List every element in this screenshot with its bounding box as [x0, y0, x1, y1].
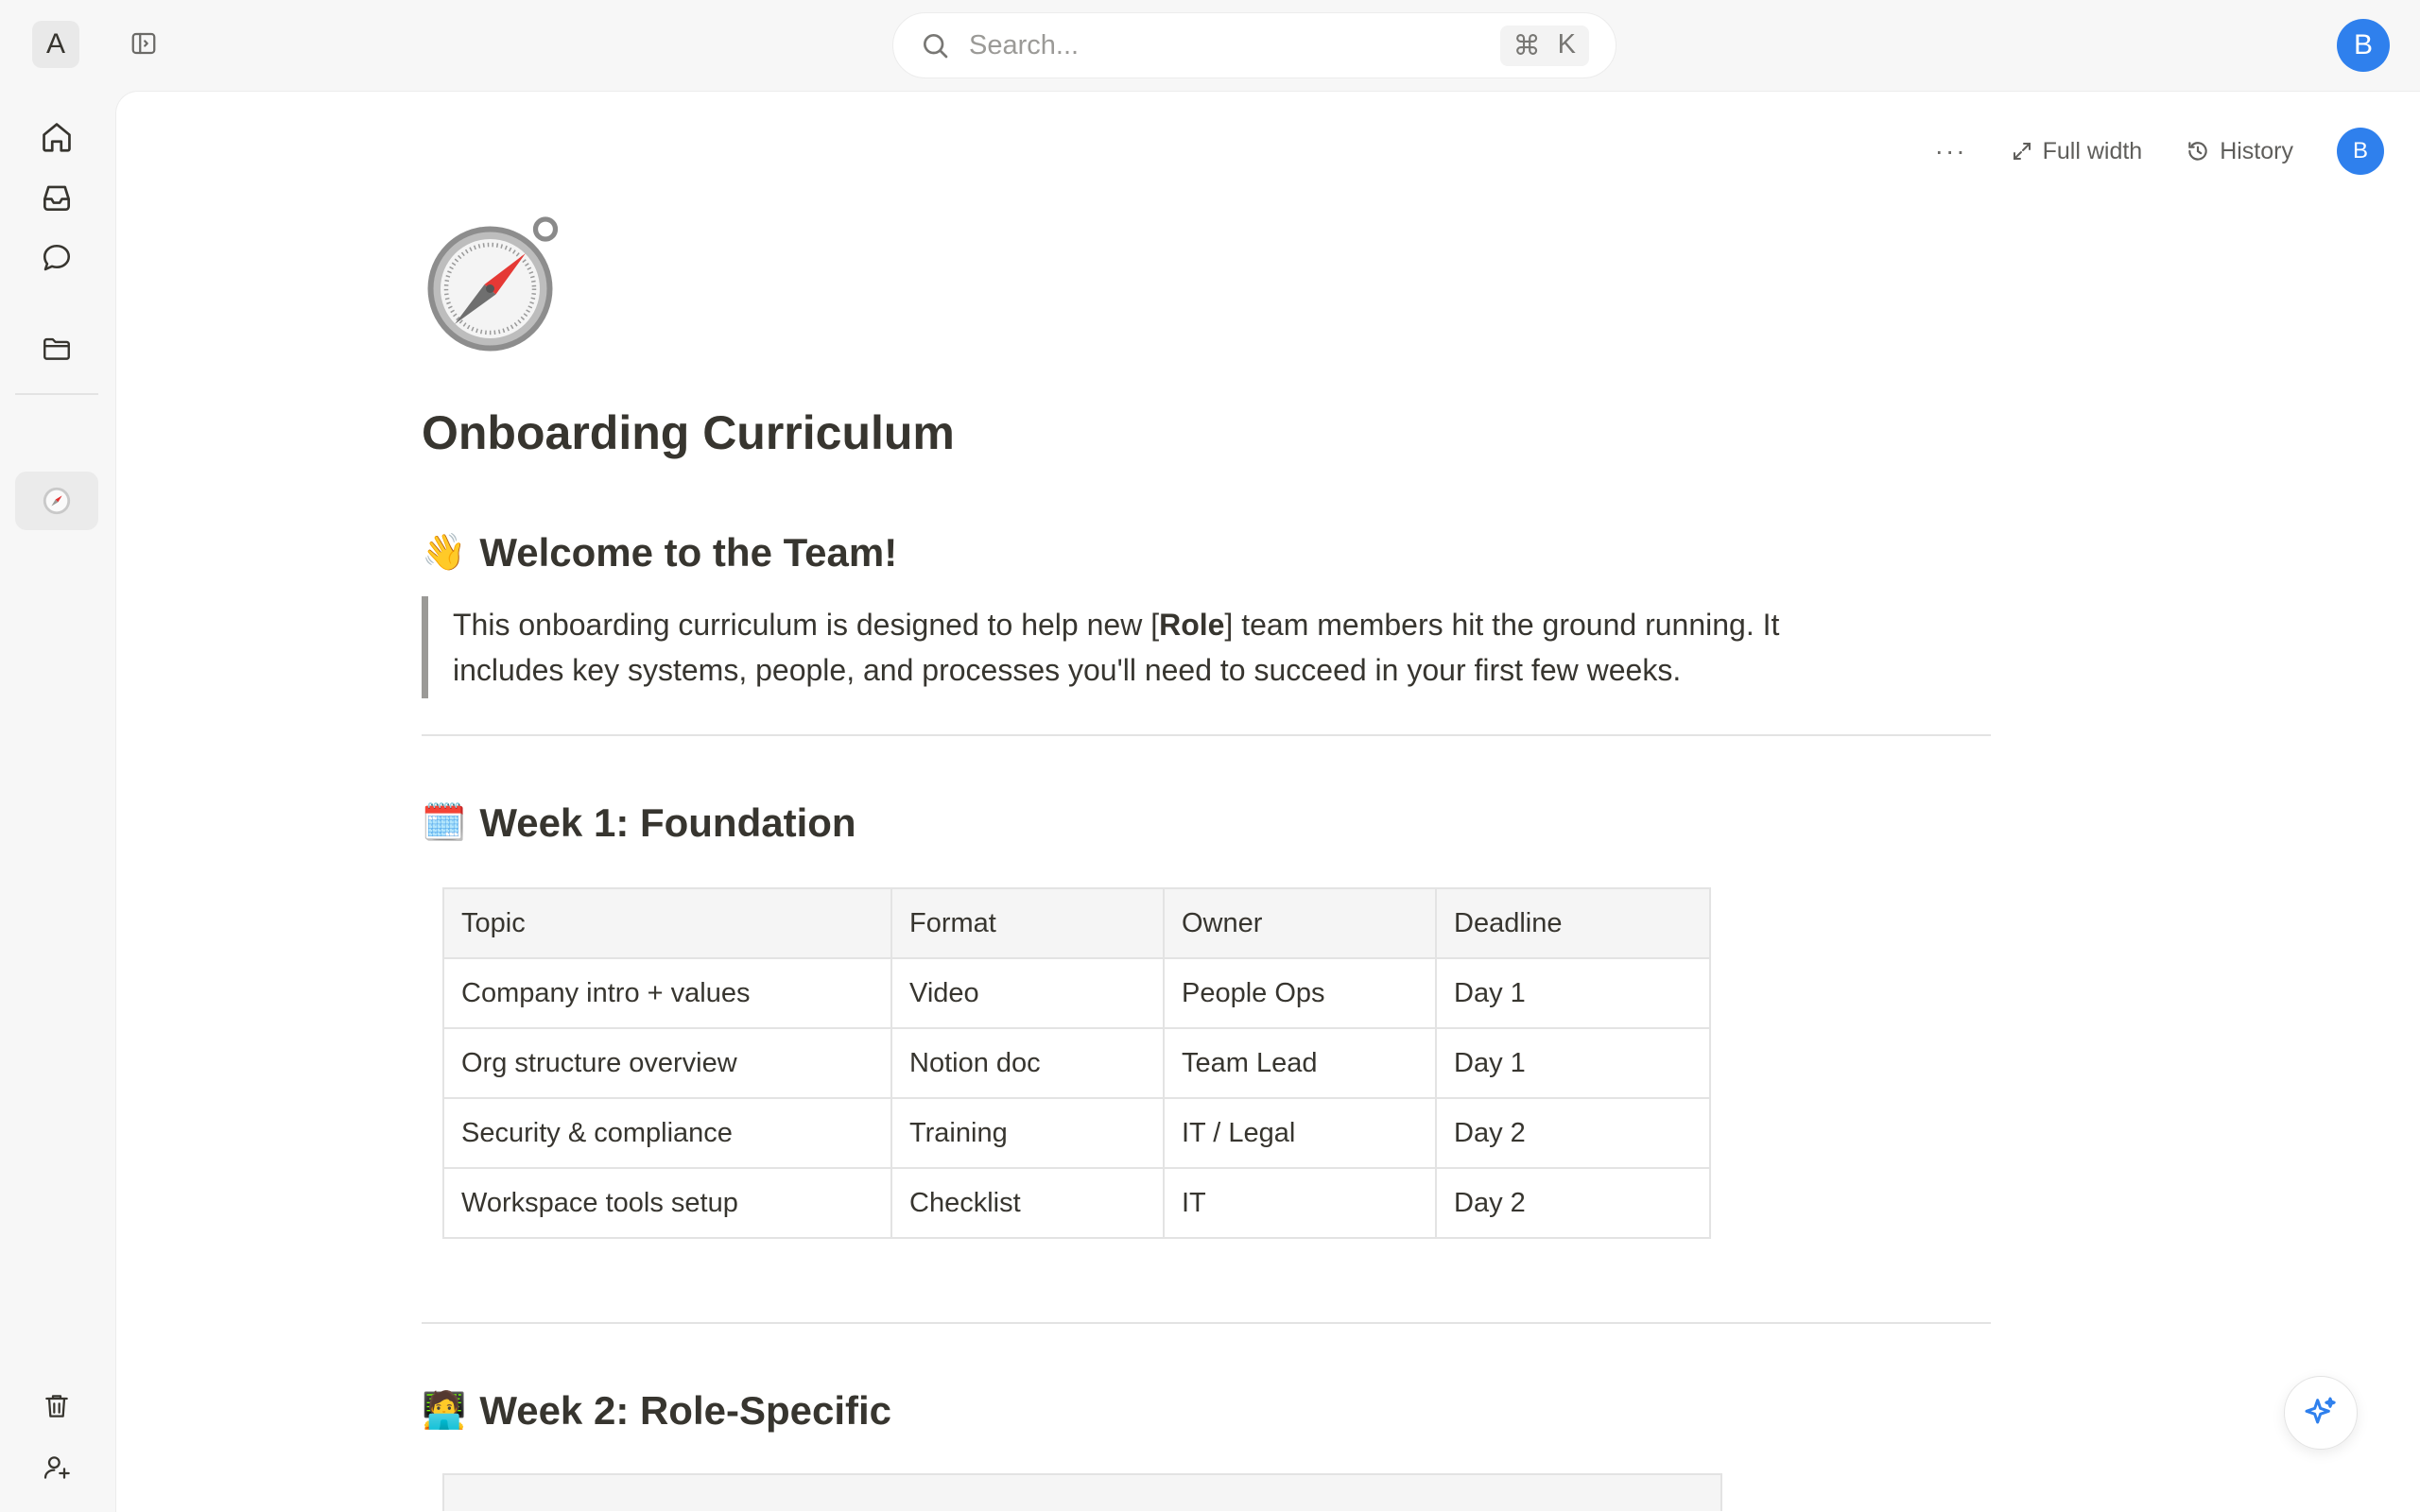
- table-cell[interactable]: Day 2: [1436, 1168, 1710, 1238]
- chat-icon[interactable]: [37, 238, 77, 278]
- add-user-icon[interactable]: [37, 1448, 77, 1487]
- table-cell[interactable]: IT: [1164, 1168, 1436, 1238]
- history-icon: [2186, 139, 2210, 163]
- home-icon[interactable]: [37, 117, 77, 157]
- left-rail: [0, 91, 115, 1512]
- user-avatar[interactable]: B: [2337, 19, 2390, 72]
- table-cell[interactable]: Video: [891, 958, 1164, 1028]
- table-cell[interactable]: Org structure overview: [443, 1028, 891, 1098]
- quote-role: Role: [1159, 608, 1225, 642]
- quote-text-start: This onboarding curriculum is designed to help new [: [453, 608, 1160, 642]
- column-header[interactable]: Format: [891, 888, 1164, 958]
- welcome-quote[interactable]: [422, 596, 1896, 698]
- search-icon: [920, 30, 950, 60]
- search-placeholder: Search...: [969, 29, 1080, 60]
- welcome-heading-text: Welcome to the Team!: [479, 530, 898, 575]
- sidebar-toggle-icon[interactable]: [127, 26, 161, 60]
- page-actions: [1935, 128, 2384, 175]
- compass-icon[interactable]: [424, 214, 565, 355]
- table-cell[interactable]: Team Lead: [1164, 1028, 1436, 1098]
- table-cell[interactable]: Day 1: [1436, 1028, 1710, 1098]
- column-header[interactable]: Owner: [1164, 888, 1436, 958]
- history-button[interactable]: [2186, 138, 2293, 165]
- calendar-emoji: 🗓️: [422, 803, 467, 843]
- wave-emoji: 👋: [422, 533, 467, 573]
- table-cell[interactable]: Security & compliance: [443, 1098, 891, 1168]
- top-bar: [0, 0, 2420, 91]
- table-row: [443, 1098, 1710, 1168]
- week2-heading-text: Week 2: Role-Specific: [479, 1388, 892, 1433]
- workspace-switcher[interactable]: A: [32, 21, 79, 68]
- page-title[interactable]: Onboarding Curriculum: [422, 406, 955, 459]
- table-row: [443, 1028, 1710, 1098]
- shortcut-cmd: ⌘: [1512, 30, 1541, 61]
- shortcut-key: K: [1557, 28, 1576, 60]
- table-cell[interactable]: Workspace tools setup: [443, 1168, 891, 1238]
- week1-heading-text: Week 1: Foundation: [479, 800, 856, 845]
- ai-assistant-button[interactable]: [2284, 1376, 2358, 1450]
- table-cell[interactable]: People Ops: [1164, 958, 1436, 1028]
- rail-divider: [15, 393, 98, 395]
- table-header-row: [443, 888, 1710, 958]
- technologist-emoji: 🧑‍💻: [422, 1391, 467, 1431]
- search-shortcut: [1500, 26, 1589, 66]
- inbox-icon[interactable]: [37, 178, 77, 217]
- folder-icon[interactable]: [37, 329, 77, 369]
- table-cell[interactable]: IT / Legal: [1164, 1098, 1436, 1168]
- more-options-button[interactable]: ···: [1934, 136, 1967, 165]
- sparkle-icon: [2302, 1394, 2340, 1432]
- column-header[interactable]: Deadline: [1436, 888, 1710, 958]
- table-cell[interactable]: Day 2: [1436, 1098, 1710, 1168]
- page-content: [422, 214, 1991, 1511]
- full-width-button[interactable]: [2011, 138, 2143, 165]
- page-user-avatar[interactable]: B: [2337, 128, 2384, 175]
- divider: [422, 734, 1991, 736]
- compass-icon[interactable]: [37, 481, 77, 521]
- welcome-heading[interactable]: [422, 530, 1991, 576]
- table-cell[interactable]: Notion doc: [891, 1028, 1164, 1098]
- table-cell[interactable]: Checklist: [891, 1168, 1164, 1238]
- table-row: [443, 958, 1710, 1028]
- week2-table: [442, 1473, 1722, 1511]
- divider: [422, 1322, 1991, 1324]
- column-header[interactable]: Topic: [443, 888, 891, 958]
- week1-table: [442, 887, 1711, 1239]
- quote-text-end: ] team members hit the ground running. It includes key systems, people, and processes you'll need to succeed in your first few weeks.: [453, 608, 1780, 687]
- full-width-label: Full width: [2042, 137, 2143, 164]
- trash-icon[interactable]: [37, 1386, 77, 1426]
- week1-heading[interactable]: [422, 800, 1991, 846]
- table-row: [443, 1168, 1710, 1238]
- table-cell[interactable]: Day 1: [1436, 958, 1710, 1028]
- expand-icon: [2011, 140, 2033, 163]
- table-cell[interactable]: Training: [891, 1098, 1164, 1168]
- week2-heading[interactable]: [422, 1388, 1991, 1434]
- history-label: History: [2220, 137, 2293, 164]
- search-bar[interactable]: [892, 12, 1616, 78]
- table-cell[interactable]: Company intro + values: [443, 958, 891, 1028]
